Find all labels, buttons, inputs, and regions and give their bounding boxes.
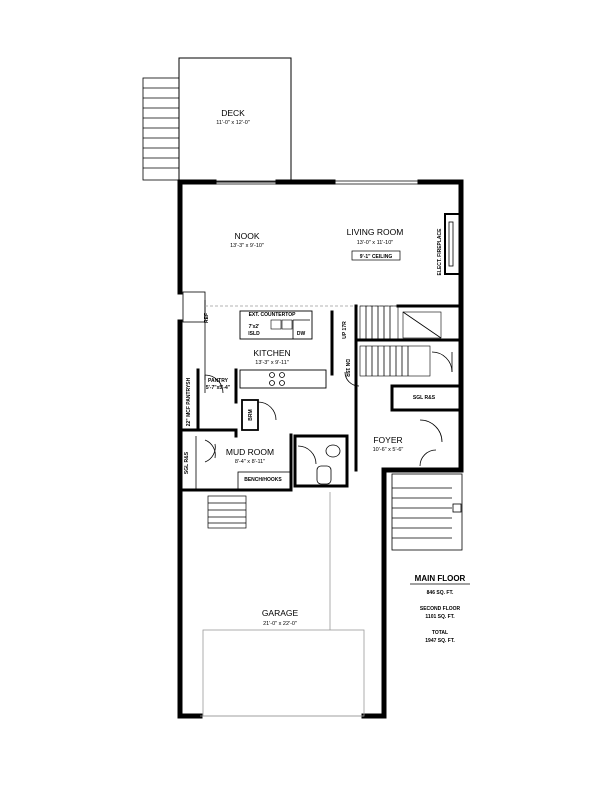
mud-room-shelf-label: SGL R&S — [184, 451, 190, 475]
stairs-down-label: DN 15R — [344, 359, 350, 377]
second-floor-title: SECOND FLOOR — [419, 606, 461, 612]
deck-name: DECK — [221, 108, 245, 118]
pantry-shelf-label: 22" MCF PANTRYSH — [186, 377, 192, 427]
nook-name: NOOK — [234, 231, 260, 241]
main-floor-sqft: 846 SQ. FT. — [426, 590, 454, 596]
foyer-shelf-label: SGL R&S — [412, 395, 436, 401]
bench-hooks-label: BENCH/HOOKS — [244, 477, 282, 483]
living-room-ceiling: 9'-1" CEILING — [359, 254, 393, 260]
fridge-label: REF — [204, 313, 210, 323]
broom-closet-label: BRM — [248, 409, 254, 421]
summary-title: MAIN FLOOR — [414, 574, 466, 583]
island-label: ISLD — [248, 331, 260, 337]
deck-stairs — [143, 78, 179, 180]
living-room-dims: 13'-0" x 11'-10" — [356, 240, 394, 246]
mud-room-dims: 8'-4" x 8'-11" — [234, 459, 266, 465]
fireplace-label: ELECT. FIREPLACE — [437, 228, 443, 276]
nook-dims: 13'-3" x 9'-10" — [230, 243, 264, 249]
kitchen-dims: 13'-3" x 9'-11" — [255, 360, 289, 366]
foyer-name: FOYER — [373, 435, 403, 445]
pantry-dims: 5'-7"x5'-4" — [205, 385, 231, 391]
total-title: TOTAL — [431, 630, 449, 636]
garage-name: GARAGE — [261, 608, 299, 618]
dishwasher-label: DW — [296, 331, 306, 337]
total-sqft: 1947 SQ. FT. — [425, 638, 455, 644]
living-room-name: LIVING ROOM — [346, 227, 404, 237]
ext-countertop-label: EXT. COUNTERTOP — [248, 312, 296, 318]
central-stairs — [345, 306, 458, 392]
island-size-label: 7'x2' — [248, 324, 260, 330]
kitchen-name: KITCHEN — [253, 348, 291, 358]
mud-room-name: MUD ROOM — [225, 447, 275, 457]
second-floor-sqft: 1101 SQ. FT. — [425, 614, 455, 620]
pantry — [180, 370, 276, 430]
deck-dims: 11'-0" x 12'-0" — [216, 120, 250, 126]
powder-room — [295, 436, 347, 486]
garage-dims: 21'-0" x 22'-0" — [263, 621, 297, 627]
pantry-name: PANTRY — [208, 378, 228, 384]
exterior-walls — [180, 181, 461, 716]
stairs-up-label: UP 17R — [342, 321, 348, 339]
garage — [203, 492, 364, 716]
area-summary — [410, 574, 470, 644]
foyer-dims: 10'-6" x 5'-6" — [372, 447, 404, 453]
